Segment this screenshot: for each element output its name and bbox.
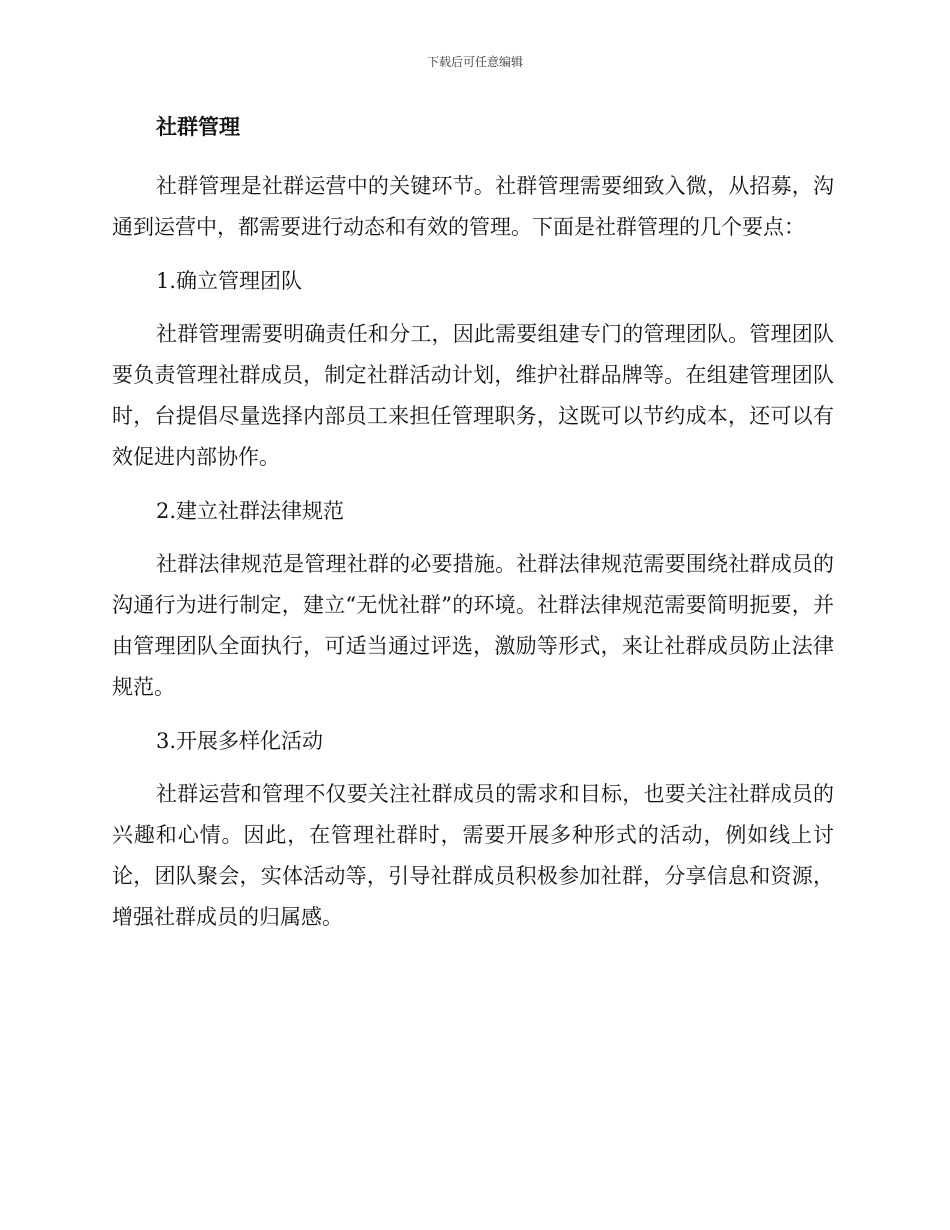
- section-heading-1: 1.确立管理团队: [156, 269, 303, 293]
- section-heading-2: 2.建立社群法律规范: [156, 499, 345, 523]
- section-body-2: 社群法律规范是管理社群的必要措施。社群法律规范需要围绕社群成员的沟通行为进行制定，建立“无忧社群”的环境。社群法律规范需要简明扼要，并由管理团队全面执行，可适当通过评选，激励等形式，来让社群成员防止法律规范。: [112, 552, 834, 699]
- section-body-1: 社群管理需要明确责任和分工，因此需要组建专门的管理团队。管理团队要负责管理社群成员，制定社群活动计划，维护社群品牌等。在组建管理团队时，台提倡尽量选择内部员工来担任管理职务，这既可以节约成本，还可以有效促进内部协作。: [112, 322, 834, 469]
- section-heading-3: 3.开展多样化活动: [156, 729, 324, 753]
- intro-paragraph: 社群管理是社群运营中的关键环节。社群管理需要细致入微，从招募，沟通到运营中，都需要进行动态和有效的管理。下面是社群管理的几个要点：: [112, 174, 834, 239]
- document-title: 社群管理: [156, 114, 240, 139]
- document-body: [112, 110, 834, 954]
- header-note: 下载后可任意编辑: [426, 55, 523, 69]
- section-body-3: 社群运营和管理不仅要关注社群成员的需求和目标，也要关注社群成员的兴趣和心情。因此，在管理社群时，需要开展多种形式的活动，例如线上讨论，团队聚会，实体活动等，引导社群成员积极参加社群，分享信息和资源，增强社群成员的归属感。: [112, 782, 834, 929]
